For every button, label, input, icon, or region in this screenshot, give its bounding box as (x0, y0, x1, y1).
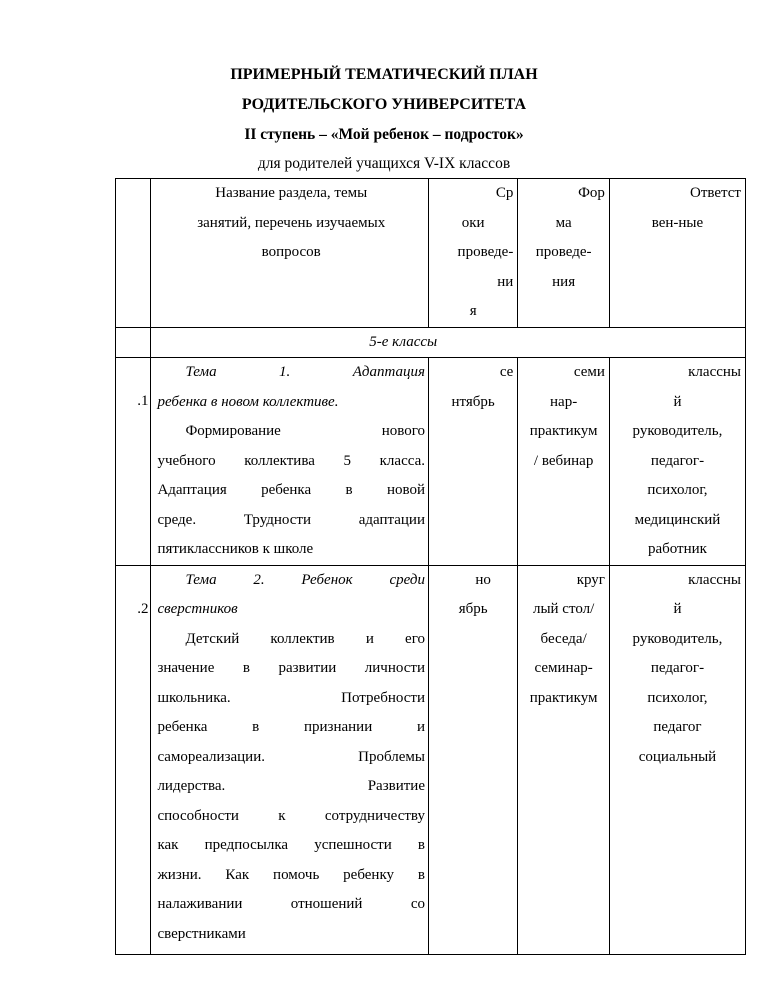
dates-line: ябрь (458, 601, 488, 617)
header-num-cell (116, 179, 151, 328)
desc-line: Детский коллектив и его (185, 630, 425, 647)
header-dates-cell (428, 179, 517, 328)
form-line: лый стол/ (532, 601, 595, 617)
table-header-row (116, 179, 746, 328)
header-title-line: занятий, перечень изучаемых (197, 214, 386, 231)
desc-word: лидерства. (157, 778, 226, 794)
header-form-cell (518, 179, 610, 328)
resp-line: й (673, 393, 682, 410)
header-form-line: ма (555, 214, 572, 231)
form-line: беседа/ (540, 630, 587, 647)
header-title-line: вопросов (261, 244, 321, 260)
form-line: нар- (550, 393, 578, 410)
audience-line: для родителей учащихся V-IX классов (257, 155, 511, 172)
form-line: семи (573, 364, 605, 380)
section-num-cell (116, 327, 151, 358)
desc-word: нового (381, 423, 425, 439)
desc-word: Проблемы (358, 748, 425, 765)
desc-line: среде. Трудности адаптации (157, 511, 425, 528)
desc-line: жизни. Как помочь ребенку в (157, 866, 425, 883)
desc-line: значение в развитии личности (157, 660, 425, 676)
form-line: семинар- (534, 660, 593, 676)
resp-line: психолог, (647, 689, 708, 706)
resp-line: педагог- (650, 660, 705, 676)
desc-word: самореализации. (157, 748, 265, 765)
resp-line: педагог (653, 719, 702, 735)
desc-line: учебного коллектива 5 класса. (157, 452, 425, 469)
topic-word: Тема (185, 364, 217, 380)
row-resp-cell (609, 565, 745, 954)
row-number (116, 358, 151, 566)
resp-line: руководитель, (632, 423, 723, 439)
resp-line: й (673, 601, 682, 617)
desc-line (157, 743, 425, 773)
topic-word: 1. (279, 364, 291, 380)
desc-word: школьника. (157, 689, 231, 706)
plan-subtitle: РОДИТЕЛЬСКОГО УНИВЕРСИТЕТА (241, 96, 527, 113)
desc-line (157, 772, 425, 802)
desc-line: налаживании отношений со (157, 896, 425, 912)
resp-line: психолог, (647, 482, 708, 498)
row-topic-cell (151, 358, 429, 566)
header-resp-line: вен-ные (651, 214, 704, 231)
topic-word: Адаптация (352, 364, 425, 380)
header-title-cell (151, 179, 429, 328)
row-resp-cell (609, 358, 745, 566)
desc-word: Формирование (185, 423, 281, 439)
stage-title: II ступень – «Мой ребенок – подросток» (244, 126, 524, 143)
desc-line (157, 417, 425, 447)
header-form-line: Фор (578, 185, 605, 201)
row-number-text: .1 (137, 393, 149, 409)
row-form-cell (518, 358, 610, 566)
header-form-line: ния (552, 273, 576, 290)
form-line: практикум (529, 423, 598, 439)
form-line: / вебинар (533, 452, 594, 469)
form-line: круг (576, 571, 605, 588)
header-dates-line: оки (461, 214, 485, 231)
desc-line: как предпосылка успешности в (157, 837, 425, 853)
plan-table (115, 178, 746, 955)
header-dates-line: проведе- (457, 244, 514, 260)
section-title: 5-е классы (151, 327, 746, 358)
dates-line: но (475, 571, 491, 588)
row-number (116, 565, 151, 954)
desc-line (157, 684, 425, 714)
header-dates-line: Ср (495, 185, 514, 201)
header-resp-line: Ответст (690, 185, 741, 201)
dates-line: нтябрь (451, 393, 495, 410)
table-row (116, 565, 746, 954)
desc-line: ребенка в признании и (157, 719, 425, 735)
topic-line: Тема 2. Ребенок среди (185, 571, 425, 588)
resp-line: медицинский (634, 511, 721, 528)
resp-line: работник (647, 541, 707, 557)
desc-line: Адаптация ребенка в новой (157, 482, 425, 498)
resp-line: педагог- (650, 452, 705, 469)
header-dates-line: я (469, 303, 477, 319)
desc-word: Потребности (341, 689, 425, 706)
row-dates-cell (428, 358, 517, 566)
section-row (116, 327, 746, 358)
header-dates-line: ни (497, 273, 514, 290)
desc-line: сверстниками (157, 925, 246, 942)
topic-line: сверстников (157, 601, 238, 617)
header-resp-cell (609, 179, 745, 328)
header-title-line: Название раздела, темы (215, 185, 368, 201)
row-number-text: .2 (137, 600, 149, 617)
desc-line: способности к сотрудничеству (157, 807, 425, 824)
row-topic-cell (151, 565, 429, 954)
row-form-cell (518, 565, 610, 954)
desc-word: Развитие (367, 778, 425, 794)
resp-line: руководитель, (632, 630, 723, 647)
resp-line: классны (688, 364, 741, 380)
form-line: практикум (529, 689, 598, 706)
resp-line: социальный (638, 748, 717, 765)
row-dates-cell (428, 565, 517, 954)
dates-line: се (499, 364, 514, 380)
topic-line (157, 358, 425, 388)
desc-line: пятиклассников к школе (157, 541, 314, 557)
resp-line: классны (688, 571, 741, 588)
plan-title: ПРИМЕРНЫЙ ТЕМАТИЧЕСКИЙ ПЛАН (230, 66, 538, 83)
table-row (116, 358, 746, 566)
header-form-line: проведе- (535, 244, 592, 260)
topic-line: ребенка в новом коллективе. (157, 393, 339, 410)
